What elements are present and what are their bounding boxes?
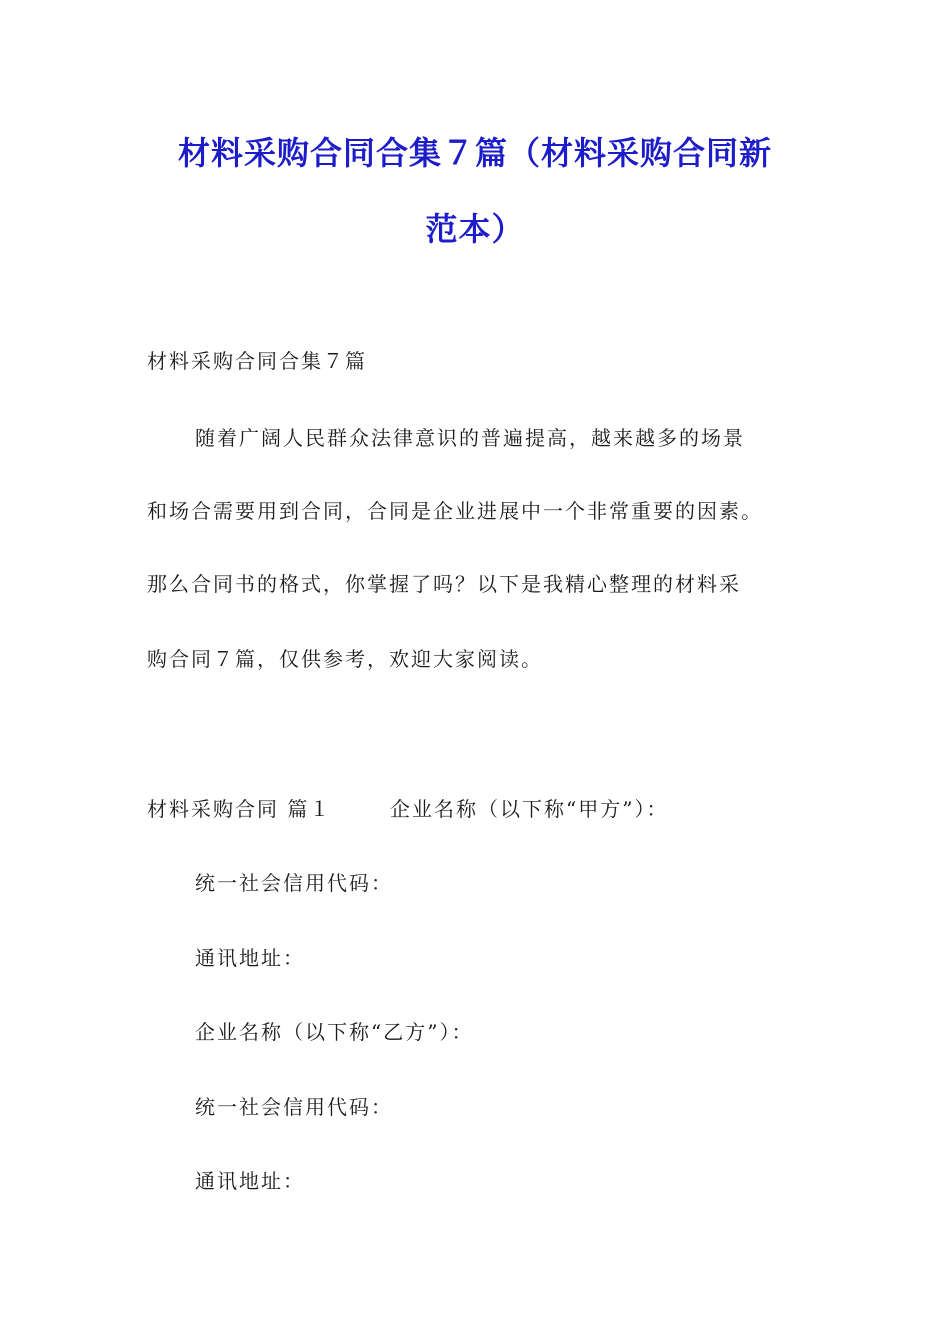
intro-paragraph-line: 购合同７篇，仅供参考，欢迎大家阅读。 (147, 647, 543, 671)
section-heading: 材料采购合同 篇１ (147, 797, 332, 821)
document-subtitle: 材料采购合同合集７篇 (147, 349, 367, 373)
document-title-line-2: 范本） (425, 210, 525, 248)
intro-paragraph-line: 和场合需要用到合同，合同是企业进展中一个非常重要的因素。 (147, 499, 763, 523)
party-b-name-field: 企业名称（以下称“乙方”）： (195, 1020, 474, 1044)
party-a-credit-code-field: 统一社会信用代码： (195, 871, 393, 895)
intro-paragraph-line: 随着广阔人民群众法律意识的普遍提高，越来越多的场景 (195, 426, 745, 450)
document-title-line-1: 材料采购合同合集７篇（材料采购合同新 (177, 134, 772, 172)
party-b-address-field: 通讯地址： (195, 1169, 305, 1193)
intro-paragraph-line: 那么合同书的格式，你掌握了吗？以下是我精心整理的材料采 (147, 572, 741, 596)
party-a-address-field: 通讯地址： (195, 946, 305, 970)
party-a-name-field: 企业名称（以下称“甲方”）： (390, 797, 669, 821)
party-b-credit-code-field: 统一社会信用代码： (195, 1095, 393, 1119)
